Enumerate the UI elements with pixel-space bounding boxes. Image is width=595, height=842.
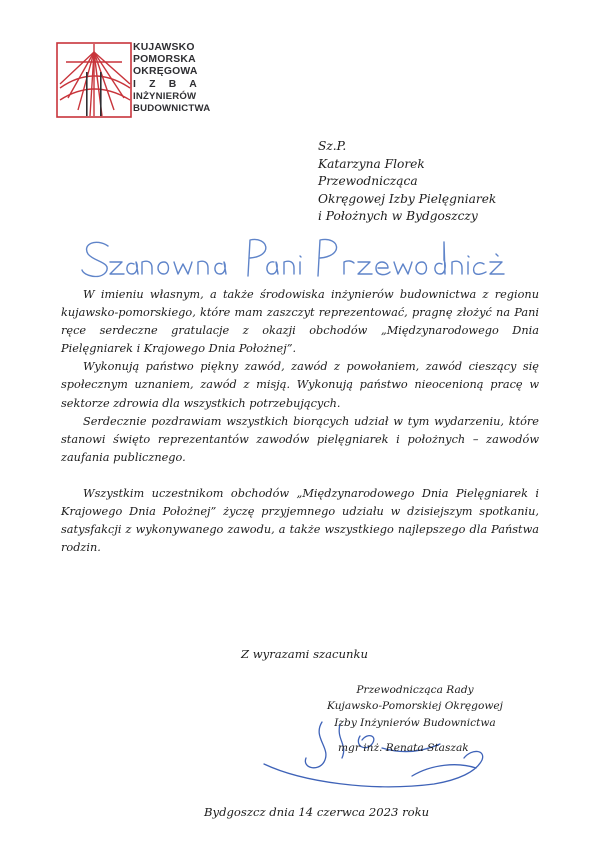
addressee-line: i Położnych w Bydgoszczy xyxy=(318,209,478,224)
letter-body xyxy=(61,286,539,557)
chamber-logo-text xyxy=(133,42,223,115)
signatory-line: Izby Inżynierów Budownictwa xyxy=(334,716,496,729)
letter-date: Bydgoszcz dnia 14 czerwca 2023 roku xyxy=(204,805,430,819)
signatory-line: Przewodnicząca Rady xyxy=(356,684,474,696)
chamber-logo xyxy=(56,42,216,118)
logo-line: BUDOWNICTWA xyxy=(133,103,211,115)
chamber-logo-mark-icon xyxy=(56,42,132,118)
logo-line: INŻYNIERÓW xyxy=(133,90,197,102)
signatory-block xyxy=(320,682,510,731)
addressee-line: Przewodnicząca xyxy=(318,174,418,189)
addressee-line: Okręgowej Izby Pielęgniarek xyxy=(318,191,497,206)
signatory-line: Kujawsko-Pomorskiej Okręgowej xyxy=(327,700,503,713)
addressee-line: Sz.P. xyxy=(318,139,347,153)
body-paragraph: W imieniu własnym, a także środowiska inżynierów budownictwa z regionu kujawsko-pomorskiego, które mam zaszczyt reprezentować, pragnę złożyć na Pani ręce serdeczne gratulacje z okazji obchodów „Międzynarodowego Dnia Pielęgniarek i Krajowego Dnia Położnej”. xyxy=(61,288,539,356)
body-paragraph: Serdecznie pozdrawiam wszystkich biorących udział w tym wydarzeniu, które stanowi święto reprezentantów zawodów pielęgniarek i położnych – zawodów zaufania publicznego. xyxy=(61,414,539,464)
handwritten-salutation-icon xyxy=(78,232,508,284)
closing-phrase: Z wyrazami szacunku xyxy=(241,647,368,661)
logo-line: I Z B A xyxy=(133,78,202,90)
signatory-name: mgr inż. Renata Staszak xyxy=(338,742,469,754)
body-paragraph: Wszystkim uczestnikom obchodów „Międzynarodowego Dnia Pielęgniarek i Krajowego Dnia Położnej” życzę przyjemnego udziału w dzisiejszym spotkaniu, satysfakcji z wykonywanego zawodu, a także wszystkiego najlepszego dla Państwa rodzin. xyxy=(61,486,539,555)
addressee-block xyxy=(318,138,578,226)
logo-line: KUJAWSKO xyxy=(133,42,195,53)
body-paragraph: Wykonują państwo piękny zawód, zawód z powołaniem, zawód cieszący się społecznym uznaniem, zawód z misją. Wykonują państwo nieocenioną pracę w sektorze zdrowia dla wszystkich potrzebujących. xyxy=(61,360,539,410)
logo-line: POMORSKA xyxy=(133,54,196,66)
logo-line: OKRĘGOWA xyxy=(133,66,198,78)
addressee-line: Katarzyna Florek xyxy=(318,156,425,171)
